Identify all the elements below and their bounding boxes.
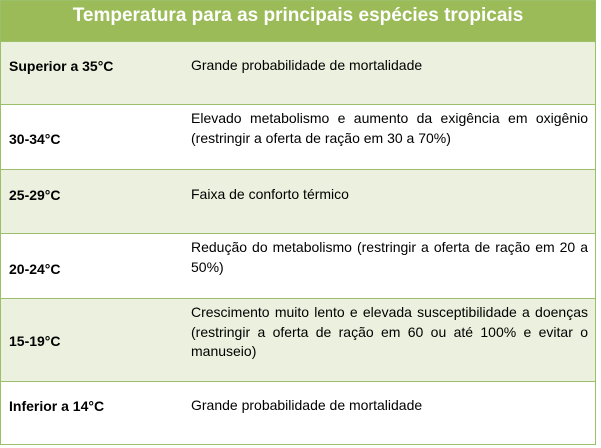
temperature-cell: 30-34°C — [9, 131, 61, 147]
description-cell — [183, 42, 595, 104]
temperature-cell: 15-19°C — [9, 333, 61, 349]
table-row — [1, 233, 595, 298]
description-text: Elevado metabolismo e aumento da exigência em oxigênio (restringir a oferta de ração em 30 a 70%) — [191, 110, 588, 146]
table-row — [1, 298, 595, 381]
table-row — [1, 381, 595, 444]
table-row — [1, 169, 595, 233]
table-title: Temperatura para as principais espécies tropicais — [1, 1, 595, 41]
description-text: Crescimento muito lento e elevada susceptibilidade a doenças (restringir a oferta de ração em 60 ou até 100% e evitar o manuseio) — [191, 304, 588, 359]
temperature-cell: 25-29°C — [9, 186, 61, 203]
temperature-cell: Inferior a 14°C — [9, 398, 105, 414]
temperature-cell: 20-24°C — [9, 261, 61, 277]
description-cell — [183, 170, 595, 233]
description-cell — [183, 105, 595, 169]
description-cell — [183, 234, 595, 298]
description-text: Redução do metabolismo (restringir a oferta de ração em 20 a 50%) — [191, 239, 588, 275]
description-cell — [183, 382, 595, 444]
description-text: Grande probabilidade de mortalidade — [191, 397, 423, 414]
description-text: Faixa de conforto térmico — [191, 185, 349, 202]
description-cell — [183, 299, 595, 381]
table-row — [1, 41, 595, 104]
temperature-cell: Superior a 35°C — [9, 58, 114, 74]
description-text: Grande probabilidade de mortalidade — [191, 57, 423, 74]
table-row — [1, 104, 595, 169]
